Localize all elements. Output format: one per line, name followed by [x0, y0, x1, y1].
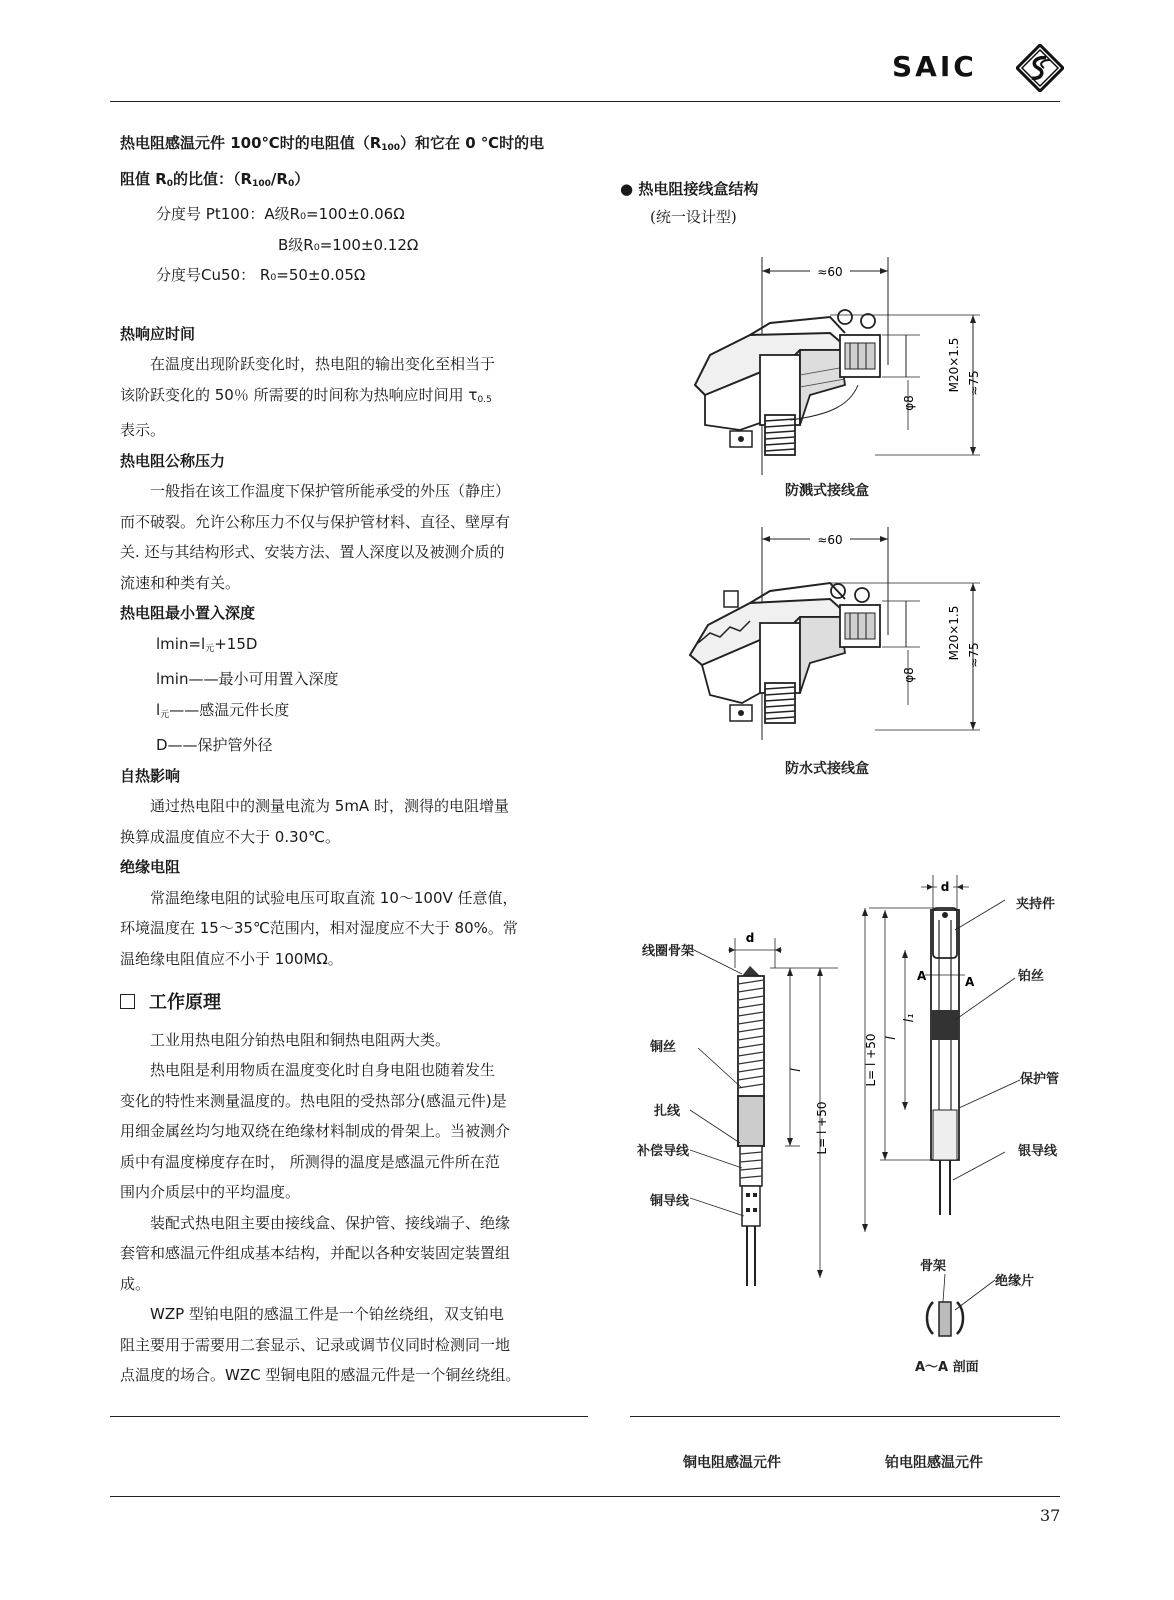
principle-p4-2: 阻主要用于需要用二套显示、记录或调节仪同时检测同一地 [120, 1335, 511, 1354]
platinum-dim-L: L= l +50 [864, 1033, 878, 1087]
ratio-text-1: 热电阻感温元件 100℃时的电阻值（R [120, 134, 382, 152]
pressure-title: 热电阻公称压力 [120, 451, 226, 470]
header-rule [110, 101, 1060, 102]
depth-formula-sub: 元 [205, 643, 215, 654]
footer-rule [110, 1496, 1060, 1497]
insulation-text-1: 常温绝缘电阻的试验电压可取直流 10～100V 任意值， [150, 888, 518, 907]
label-coil-frame: 线圈骨架 [642, 944, 695, 959]
box-heading-text: 热电阻接线盒结构 [638, 180, 759, 198]
ratio-text-3: 阻值 R [120, 169, 167, 188]
principle-p2-2: 变化的特性来测量温度的。热电阻的受热部分(感温元件)是 [120, 1091, 507, 1110]
depth-formula-b: +15D [214, 634, 258, 653]
copper-dim-L: L= l +50 [815, 1101, 829, 1155]
label-copper-lead: 铜导线 [650, 1194, 690, 1209]
depth-def-1: lmin——最小可用置入深度 [156, 670, 339, 688]
water-box-drawing [680, 525, 1000, 750]
page-number: 37 [1040, 1506, 1061, 1525]
depth-def-2b: ——感温元件长度 [169, 700, 290, 719]
platinum-dim-l: l [884, 1036, 899, 1040]
insulation-text-3: 温绝缘电阻值应不小于 100MΩ。 [120, 949, 343, 968]
label-pt-wire: 铂丝 [1018, 969, 1045, 984]
principle-p4-3: 点温度的场合。WZC 型铜电阻的感温元件是一个铜丝绕组。 [120, 1366, 521, 1384]
label-tie-wire: 扎线 [654, 1104, 681, 1119]
right-bottom-rule [630, 1416, 1060, 1417]
platinum-label-A2: A [965, 975, 975, 989]
depth-formula-a: lmin=l [156, 634, 206, 653]
ratio-heading [120, 128, 590, 199]
label-clamp: 夹持件 [1016, 897, 1056, 912]
label-section: A～A 剖面 [915, 1360, 979, 1375]
platinum-label-A1: A [917, 969, 927, 983]
box-heading [620, 178, 758, 199]
platinum-dim-d: d [940, 880, 950, 894]
logo-text: SAIC [892, 50, 977, 83]
splash-dim-thread: M20×1.5 [947, 337, 961, 393]
left-column [120, 128, 590, 1391]
ratio-text-5: /R [270, 169, 288, 188]
platinum-element-drawing [855, 870, 1035, 1370]
ratio-text-6: ） [294, 169, 310, 188]
saic-logo [892, 44, 1082, 92]
ratio-sub-3: 100 [252, 178, 271, 189]
depth-def-3: D——保护管外径 [156, 736, 273, 754]
depth-def-2a: l [156, 700, 161, 719]
label-insul-sheet: 绝缘片 [995, 1274, 1035, 1289]
ratio-sub-1: 100 [381, 143, 401, 153]
ratio-sub-2: 0 [166, 178, 174, 189]
bullet-icon: ● [620, 180, 634, 198]
pt100-a-spec: 分度号 Pt100：A级R₀=100±0.06Ω [156, 205, 405, 223]
cu50-spec: 分度号Cu50： R₀=50±0.05Ω [156, 266, 366, 284]
checkbox-square-icon [120, 994, 135, 1009]
response-text-2a: 该阶跃变化的 50％ 所需要的时间称为热响应时间用 τ [120, 385, 478, 404]
pressure-text-2: 而不破裂。允许公称压力不仅与保护管材料、直径、壁厚有 [120, 512, 511, 531]
principle-p3-3: 成。 [120, 1274, 151, 1293]
principle-p2-3: 用细金属丝均匀地双绕在绝缘材料制成的骨架上。当被测介 [120, 1122, 511, 1140]
left-bottom-rule [110, 1416, 588, 1417]
label-copper-wire: 铜丝 [650, 1040, 677, 1055]
insulation-title: 绝缘电阻 [120, 858, 181, 876]
ratio-text-4: 的比值：（R [173, 169, 253, 188]
copper-element-drawing [690, 928, 850, 1308]
principle-p4-1: WZP 型铂电阻的感温工件是一个铂丝绕组，双支铂电 [150, 1305, 504, 1323]
water-dim-height: ≈75 [967, 642, 981, 668]
splash-caption: 防溅式接线盒 [785, 483, 869, 499]
response-title: 热响应时间 [120, 324, 196, 343]
principle-p1: 工业用热电阻分铂热电阻和铜热电阻两大类。 [150, 1030, 451, 1049]
splash-dim-height: ≈75 [967, 370, 981, 396]
splash-dim-width: ≈60 [817, 265, 843, 279]
copper-dim-d: d [745, 931, 755, 945]
platinum-dim-l1: l₁ [902, 1013, 917, 1023]
platinum-caption: 铂电阻感温元件 [885, 1455, 983, 1471]
label-silver-lead: 银导线 [1018, 1144, 1058, 1159]
saic-emblem-icon [1016, 44, 1064, 92]
principle-title [120, 988, 590, 1019]
box-subheading: (统一设计型) [650, 208, 737, 226]
depth-def-2 [120, 695, 590, 731]
response-text-1: 在温度出现阶跃变化时，热电阻的输出变化至相当于 [150, 355, 496, 373]
pressure-text-1: 一般指在该工作温度下保护管所能承受的外压（静庄） [150, 482, 511, 500]
depth-formula [120, 629, 590, 665]
label-comp-wire: 补偿导线 [637, 1144, 690, 1159]
principle-p2-5: 围内介质层中的平均温度。 [120, 1183, 301, 1201]
water-dim-thread: M20×1.5 [947, 605, 961, 661]
insulation-text-2: 环境温度在 15～35℃范围内，相对湿度应不大于 80%。常 [120, 919, 518, 937]
selfheat-text-1: 通过热电阻中的测量电流为 5mA 时，测得的电阻增量 [150, 797, 509, 815]
splash-box-drawing [680, 255, 1000, 480]
water-dim-width: ≈60 [817, 533, 843, 547]
response-text-3: 表示。 [120, 421, 166, 439]
principle-p3-1: 装配式热电阻主要由接线盒、保护管、接线端子、绝缘 [150, 1213, 511, 1232]
ratio-text-2: ）和它在 0 ℃时的电 [400, 134, 545, 152]
ratio-sub-4: 0 [287, 178, 295, 189]
response-text-2 [120, 380, 590, 416]
principle-p3-2: 套管和感温元件组成基本结构，并配以各种安装固定装置组 [120, 1244, 511, 1262]
splash-dim-dia: φ8 [902, 395, 916, 411]
label-sheath: 保护管 [1020, 1072, 1060, 1087]
principle-title-text: 工作原理 [149, 992, 221, 1013]
water-caption: 防水式接线盒 [785, 761, 869, 777]
depth-def-2sub: 元 [160, 709, 170, 720]
pressure-text-3: 关. 还与其结构形式、安装方法、置人深度以及被测介质的 [120, 543, 505, 561]
pressure-text-4: 流速和种类有关。 [120, 573, 241, 592]
selfheat-title: 自热影响 [120, 766, 181, 785]
principle-p2-1: 热电阻是利用物质在温度变化时自身电阻也随着发生 [150, 1061, 496, 1079]
copper-dim-l: l [789, 1068, 804, 1072]
response-sub: 0.5 [477, 394, 492, 405]
depth-title: 热电阻最小置入深度 [120, 604, 256, 622]
label-frame: 骨架 [920, 1259, 947, 1274]
copper-caption: 铜电阻感温元件 [683, 1455, 781, 1471]
water-dim-dia: φ8 [902, 667, 916, 683]
pt100-b-spec: B级R₀=100±0.12Ω [278, 235, 419, 254]
principle-p2-4: 质中有温度梯度存在时， 所测得的温度是感温元件所在范 [120, 1152, 500, 1171]
selfheat-text-2: 换算成温度值应不大于 0.30℃。 [120, 827, 341, 846]
